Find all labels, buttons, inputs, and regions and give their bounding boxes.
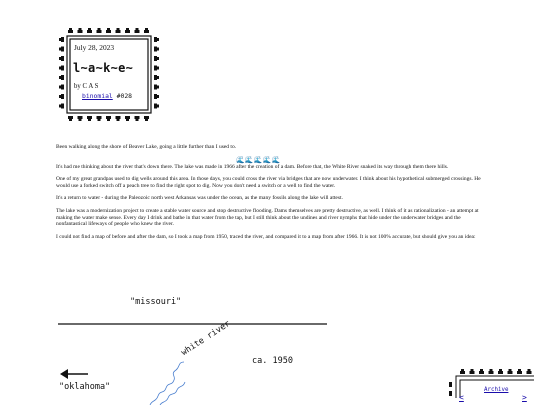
paragraph-1: It's had me thinking about the river that's down there. The lake was made in 1966 after the creation of a dam. Before that, the White River snaked its way through them there hills. [56, 163, 449, 170]
white-river-label: white river [179, 318, 233, 358]
archive-link[interactable]: Archive [484, 387, 509, 393]
year-label: ca. 1950 [252, 356, 293, 366]
west-arrow-icon [60, 369, 88, 379]
post-date: July 28, 2023 [74, 43, 115, 52]
intro-paragraph: Been walking along the shore of Beaver Lake, going a little further than I used to. [56, 144, 237, 150]
river-line [150, 362, 185, 405]
oklahoma-label: "oklahoma" [59, 382, 111, 392]
next-link[interactable]: > [522, 393, 527, 402]
prev-link[interactable]: < [459, 393, 464, 402]
paragraph-5: I could not find a map of before and after the dam, so I took a map from 1950, traced the river, and compared it to a map from after 1966. It is not 100% accurate, but should give you an idea: [56, 233, 476, 240]
paragraph-3: It's a return to water - during the Paleozoic north west Arkansas was under the ocean, as the many fossils along the lake will attest. [56, 195, 343, 202]
byline: by C A S [74, 83, 99, 90]
paragraph-2: One of my great grandpas used to dig wells around this area. In those days, you could cross the river via bridges that are now underwater. I think about his hypothetical submerged crossings. He would use a forked switch off a peach tree to find the right spot to dig. Now you don't need a switch or a well to find the water. [56, 176, 481, 189]
paragraph-4: The lake was a modernization project to create a stable water source and stop destructive flooding. Dams themselves are pretty destructive, as well. I think of it as rationalization - an attempt at making the water make sense. Every day I drink and bathe in that water from the tap, but I still think about the undines and river nymphs that hide under the underwater bridges and the nonfantastical lifeways of people who knew the river. [56, 207, 479, 228]
series-link[interactable]: binomial [82, 92, 113, 100]
series-line [82, 92, 132, 100]
badge-content [72, 40, 148, 110]
issue-number: #028 [116, 92, 133, 100]
missouri-label: "missouri" [130, 297, 182, 307]
header-badge [58, 27, 160, 122]
wave-emoji-row: 🌊🌊🌊🌊🌊 [236, 156, 281, 164]
post-title: l~a~k~e~ [73, 61, 134, 75]
